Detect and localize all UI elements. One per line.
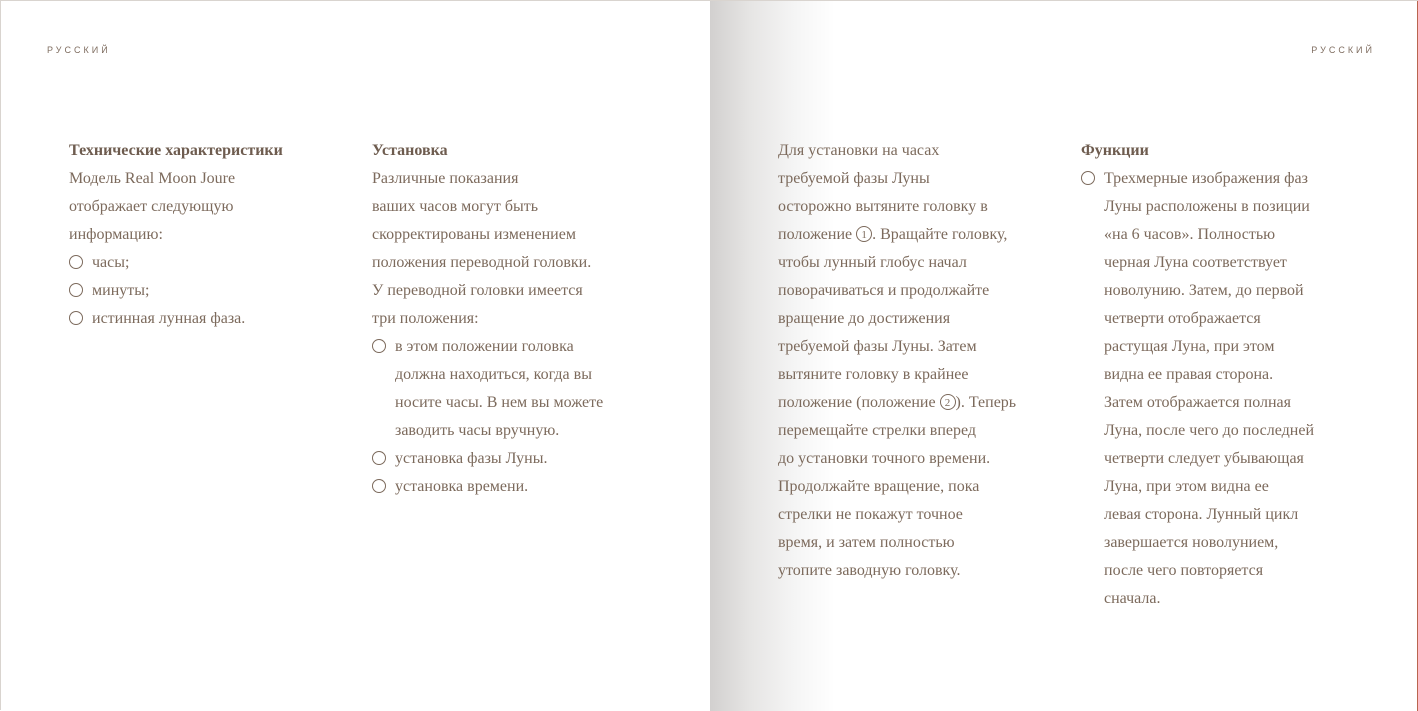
specs-line: информацию: bbox=[69, 226, 163, 243]
text-line: поворачиваться и продолжайте bbox=[778, 282, 990, 299]
language-label: РУССКИЙ bbox=[47, 45, 111, 55]
specs-bullet-hours: часы; bbox=[69, 249, 283, 277]
specs-line: отображает следующую bbox=[69, 198, 234, 215]
text-line: положение 1 . Вращайте головку, bbox=[778, 226, 1008, 243]
functions-column bbox=[1081, 137, 1314, 613]
setup-column bbox=[372, 137, 603, 501]
setup-bullet-position-3: установка времени. bbox=[372, 473, 603, 501]
setup-line: У переводной головки имеется bbox=[372, 282, 583, 299]
specs-heading: Технические характеристики bbox=[69, 142, 283, 159]
specs-bullet-minutes: минуты; bbox=[69, 277, 283, 305]
text-line: чтобы лунный глобус начал bbox=[778, 254, 967, 271]
position-1-icon: 1 bbox=[856, 226, 872, 242]
text-line: время, и затем полностью bbox=[778, 534, 955, 551]
setup-bullet-position-2: установка фазы Луны. bbox=[372, 445, 603, 473]
functions-heading: Функции bbox=[1081, 142, 1149, 159]
circle-bullet-icon bbox=[372, 451, 386, 465]
circle-bullet-icon bbox=[372, 479, 386, 493]
setup-line: ваших часов могут быть bbox=[372, 198, 538, 215]
right-page bbox=[710, 1, 1418, 711]
text-line: вращение до достижения bbox=[778, 310, 951, 327]
text-line: стрелки не покажут точное bbox=[778, 506, 963, 523]
specs-bullet-moon-phase: истинная лунная фаза. bbox=[69, 305, 283, 333]
specs-column bbox=[69, 137, 283, 333]
text-line: утопите заводную головку. bbox=[778, 562, 961, 579]
functions-bullet: Трехмерные изображения фаз Луны расположены в позиции «на 6 часов». Полностью черная Луна соответствует новолунию. Затем, до первой четверти отображается растущая Луна, при этом видна ее правая сторона. Затем отображается полная Луна, после чего до последней четверти следует убывающая Луна, при этом видна ее левая сторона. Лунный цикл завершается новолунием, после чего повторяется сначала. bbox=[1081, 165, 1314, 613]
position-2-icon: 2 bbox=[940, 394, 956, 410]
specs-line: Модель Real Moon Joure bbox=[69, 170, 236, 187]
text-line: вытяните головку в крайнее bbox=[778, 366, 969, 383]
circle-bullet-icon bbox=[69, 311, 83, 325]
setup-line: положения переводной головки. bbox=[372, 254, 592, 271]
setup-line: скорректированы изменением bbox=[372, 226, 576, 243]
setup-heading: Установка bbox=[372, 142, 448, 159]
text-line: требуемой фазы Луны bbox=[778, 170, 930, 187]
moon-setting-column bbox=[778, 137, 1016, 585]
text-line: до установки точного времени. bbox=[778, 450, 991, 467]
circle-bullet-icon bbox=[69, 283, 83, 297]
circle-bullet-icon bbox=[372, 339, 386, 353]
setup-bullet-position-1: в этом положении головка должна находиться, когда вы носите часы. В нем вы можете заводить часы вручную. bbox=[372, 333, 603, 445]
circle-bullet-icon bbox=[1081, 171, 1095, 185]
text-line: положение (положение 2 ). Теперь bbox=[778, 394, 1017, 411]
language-label: РУССКИЙ bbox=[1311, 45, 1375, 55]
text-line: Продолжайте вращение, пока bbox=[778, 478, 980, 495]
setup-line: Различные показания bbox=[372, 170, 519, 187]
circle-bullet-icon bbox=[69, 255, 83, 269]
text-line: осторожно вытяните головку в bbox=[778, 198, 988, 215]
left-page bbox=[1, 1, 710, 711]
setup-line: три положения: bbox=[372, 310, 479, 327]
text-line: требуемой фазы Луны. Затем bbox=[778, 338, 977, 355]
text-line: Для установки на часах bbox=[778, 142, 940, 159]
text-line: перемещайте стрелки вперед bbox=[778, 422, 977, 439]
